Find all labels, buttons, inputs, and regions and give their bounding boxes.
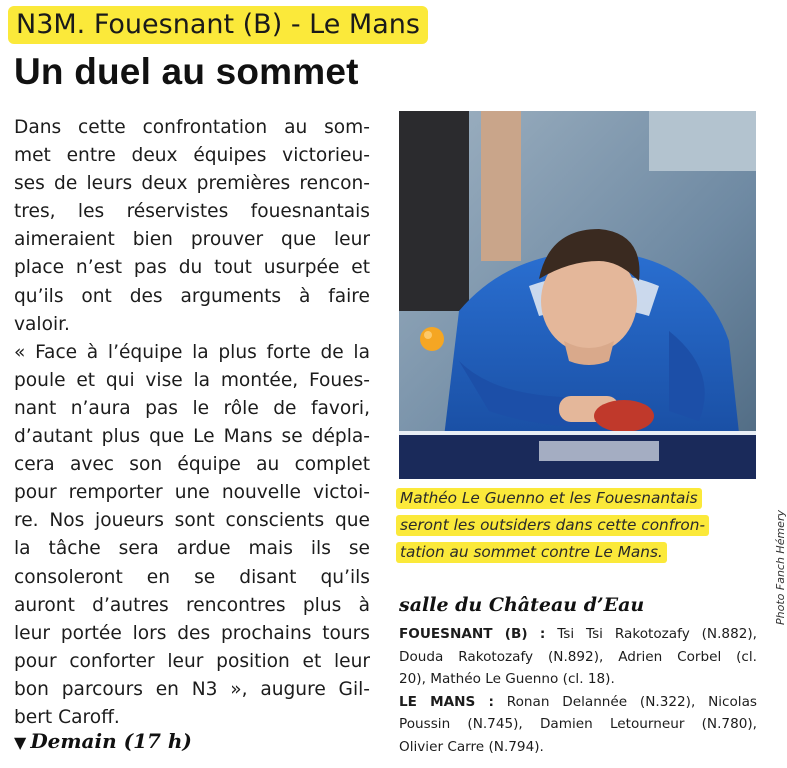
body-line: Dans cette confrontation au som- bbox=[14, 117, 370, 138]
body-line: place n’est pas du tout usurpée et bbox=[14, 257, 370, 279]
caption-line-text: tation au sommet contre Le Mans. bbox=[396, 542, 667, 563]
body-line: pour conforter leur position et leur bbox=[14, 650, 370, 672]
body-line: bert Caroff. bbox=[14, 706, 120, 728]
body-line: re. Nos joueurs sont conscients que bbox=[14, 510, 370, 532]
photo-caption bbox=[396, 485, 764, 566]
body-line: valoir. bbox=[14, 313, 70, 335]
body-line: qu’ils ont des arguments à faire bbox=[14, 285, 370, 307]
match-time-label: Demain (17 h) bbox=[30, 729, 192, 753]
body-line: poule et qui vise la montée, Foues- bbox=[14, 369, 370, 391]
home-lineup-line bbox=[399, 623, 757, 646]
home-team-label: FOUESNANT (B) : bbox=[399, 626, 546, 642]
triangle-down-icon: ▼ bbox=[14, 733, 27, 752]
home-players: Tsi Tsi Rakotozafy (N.882), bbox=[545, 626, 757, 642]
body-line: d’autant plus que Le Mans se dépla- bbox=[14, 426, 370, 448]
caption-line bbox=[396, 539, 764, 566]
home-lineup-line: Douda Rakotozafy (N.892), Adrien Corbel (cl. bbox=[399, 648, 757, 665]
article-kicker: N3M. Fouesnant (B) - Le Mans bbox=[8, 6, 428, 44]
photo-illustration bbox=[399, 111, 756, 479]
body-line: leur portée lors des prochains tours bbox=[14, 622, 370, 644]
caption-line-text: seront les outsiders dans cette confron- bbox=[396, 515, 709, 536]
venue-title: salle du Château d’Eau bbox=[399, 594, 645, 616]
body-line: tres, les réservistes fouesnantais bbox=[14, 201, 370, 223]
body-line: « Face à l’équipe la plus forte de la bbox=[14, 341, 370, 363]
photo-credit-text: Photo Fanch Hémery bbox=[774, 510, 787, 625]
photo-table-tennis-player bbox=[399, 111, 756, 479]
match-time bbox=[14, 727, 192, 757]
caption-line-text: Mathéo Le Guenno et les Fouesnantais bbox=[396, 488, 702, 509]
body-line: consoleront en se disant qu’ils bbox=[14, 566, 370, 588]
team-lineups bbox=[399, 623, 757, 758]
body-line: nant n’aura pas le rôle de favori, bbox=[14, 397, 370, 419]
away-lineup-line: Olivier Carre (N.794). bbox=[399, 738, 544, 755]
body-line: met entre deux équipes victorieu- bbox=[14, 145, 370, 167]
body-line: auront d’autres rencontres plus à bbox=[14, 594, 370, 616]
article-headline: Un duel au sommet bbox=[14, 51, 359, 92]
body-line: pour remporter une nouvelle victoi- bbox=[14, 482, 370, 504]
away-lineup-line bbox=[399, 691, 757, 714]
away-team-label: LE MANS : bbox=[399, 693, 494, 710]
caption-line bbox=[396, 512, 764, 539]
body-line: aimeraient bien prouver que leur bbox=[14, 229, 370, 251]
article-body bbox=[14, 114, 370, 732]
body-line: la tâche sera ardue mais ils se bbox=[14, 538, 370, 560]
body-line: ses de leurs deux premières rencon- bbox=[14, 173, 370, 195]
away-players: Ronan Delannée (N.322), Nicolas bbox=[493, 693, 757, 710]
body-line: cera avec son équipe au complet bbox=[14, 454, 370, 476]
caption-line bbox=[396, 485, 764, 512]
body-line: bon parcours en N3 », augure Gil- bbox=[14, 678, 370, 700]
home-lineup-line: 20), Mathéo Le Guenno (cl. 18). bbox=[399, 671, 615, 687]
away-lineup-line: Poussin (N.745), Damien Letourneur (N.780), bbox=[399, 716, 757, 732]
